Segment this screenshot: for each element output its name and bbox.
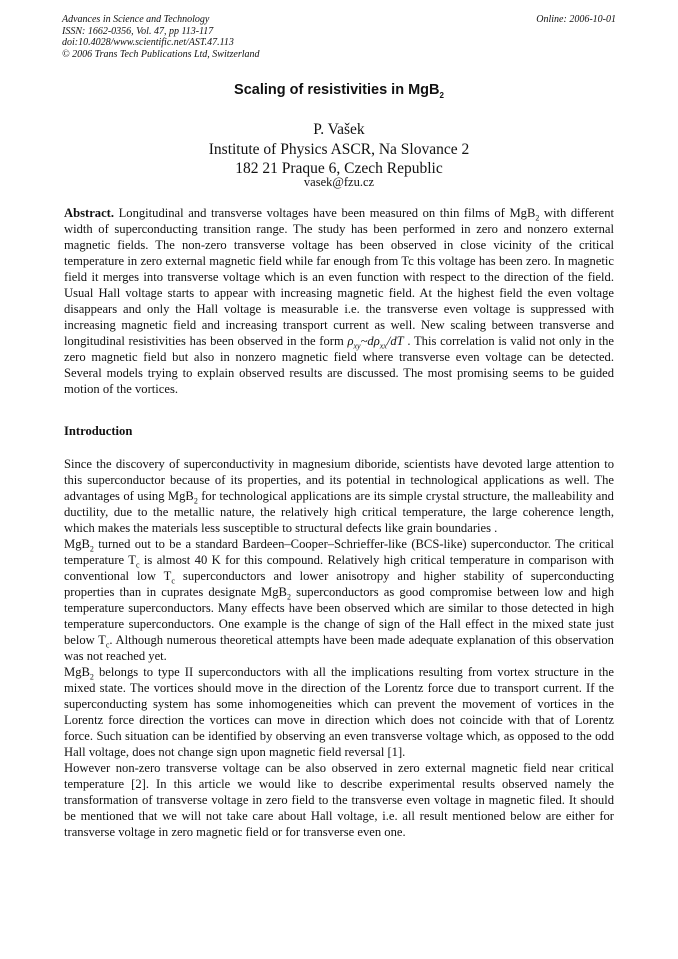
p1-sub: 2 [193,496,198,506]
title-subscript: 2 [439,90,444,100]
p2-text-d: is almost 40 K for this compound. Relatively high critical temperature in comparison with conventional low T [64,553,614,583]
p3-text-a: MgB [64,665,90,679]
abstract-text-2: with different width of superconducting transition range. The study has been performed in zero and nonzero external magnetic fields. The non-zero transverse voltage has been observed in close vicinity of the critical temperature in zero external magnetic field while far enough from Tc this voltage has been zero. In magnetic field it merges into transverse voltage which is an even function with respect to the direction of the field. Usual Hall voltage starts to appear with increasing magnetic field. At the highest field the even voltage disappears and only the Hall voltage is measurable i.e. the transverse even voltage is suppressed with increasing magnetic field and increasing transport current as well. New scaling between transverse and longitudinal resistivities has been observed in the form [64,206,614,348]
author-email[interactable]: vasek@fzu.cz [303,175,375,189]
p3-sub: 2 [89,672,94,682]
formula-sub-xx: xx [379,341,387,351]
author-name: P. Vašek [313,121,365,138]
intro-paragraph-2 [64,536,614,664]
intro-paragraph-3 [64,664,614,760]
p1-text-b: for technological applications are its simple crystal structure, the malleability and ductility, due to the metallic nature, the relatively high critical temperature, the large coherence length, which makes the materials less susceptible to structural defects like grain boundaries . [64,489,614,535]
intro-paragraph-1 [64,456,614,536]
doi-line: doi:10.4028/www.scientific.net/AST.47.113 [62,37,234,48]
p2-text-h: superconductors as good compromise between low and high temperature superconductors. Many effects have been observed which are similar to those detected in high temperature superconductors. One example is the change of sign of the Hall effect in the mixed state just below T [64,585,614,647]
online-date: Online: 2006-10-01 [536,14,616,25]
formula-sub-xy: xy [353,341,361,351]
p2-text-a: MgB [64,537,90,551]
p3-text-b: belongs to type II superconductors with all the implications resulting from vortex structure in the mixed state. The vortices should move in the direction of the Lorentz force due to transport current. If the superconducting system has some inhomogeneities which can prevent the movement of vortices in the Lorentz force direction the vortices can move in direction which does not coincide with that of Lorentz force. Such situation can be identified by observing an even transverse voltage which, as opposed to the odd Hall voltage, does not change sign upon magnetic field reversal [1]. [64,665,614,759]
author-affiliation-1: Institute of Physics ASCR, Na Slovance 2 [208,140,470,158]
paper-title [0,82,678,98]
abstract-text-1: Longitudinal and transverse voltages have been measured on thin films of MgB [114,206,536,220]
formula-end: /dT [386,334,404,348]
p2-sub-a: 2 [89,544,94,554]
title-text: Scaling of resistivities in MgB [234,82,440,98]
introduction-body [64,456,614,840]
author-block [0,120,678,179]
formula-rho: ρ [347,334,354,348]
copyright-line: © 2006 Trans Tech Publications Ltd, Switzerland [62,48,260,60]
introduction-heading: Introduction [64,424,133,438]
abstract-formula [347,334,404,351]
journal-header [62,14,616,60]
p2-sub-g: 2 [286,592,291,602]
abstract-label: Abstract. [64,206,115,220]
intro-paragraph-4: However non-zero transverse voltage can be also observed in zero external magnetic field near critical temperature [2]. In this article we would like to describe experimental results observed namely the transformation of transverse voltage in zero field to the transverse even voltage in magnetic filed. It should be mentioned that we will not take care about Hall voltage, i.e. all result mentioned below are either for transverse voltage in zero magnetic field or for transverse even one. [64,761,614,839]
p2-text-j: . Although numerous theoretical attempts have been made adequate explanation of this observation was not reached yet. [64,633,614,663]
journal-name: Advances in Science and Technology [62,14,210,25]
p2-text-f: superconductors and lower anisotropy and higher stability of superconducting properties than in cuprates designate MgB [64,569,615,599]
p2-sub-c: c [135,560,140,570]
p2-text-b: turned out to be a standard Bardeen–Cooper–Schrieffer-like (BCS-like) superconductor. The critical temperature T [64,537,614,567]
issn-line: ISSN: 1662-0356, Vol. 47, pp 113-117 [62,25,214,37]
p2-sub-e: c [171,576,175,586]
p2-sub-i: c [105,640,110,650]
p1-text-a: Since the discovery of superconductivity in magnesium diboride, scientists have devoted large attention to this superconductor because of its properties, and its potential in technological applications as well. The advantages of using MgB [64,457,614,503]
abstract-paragraph [64,205,614,397]
abstract-text-3: . This correlation is valid not only in the zero magnetic field but also in nonzero magnetic field where transverse even voltage can be detected. Several models trying to explain observed results are discussed. The most promising seems to be guided motion of the vortices. [64,334,615,396]
author-affiliation-2: 182 21 Praque 6, Czech Republic [235,160,443,177]
abstract-sub-1: 2 [535,213,540,223]
formula-mid: ~dρ [360,334,380,348]
